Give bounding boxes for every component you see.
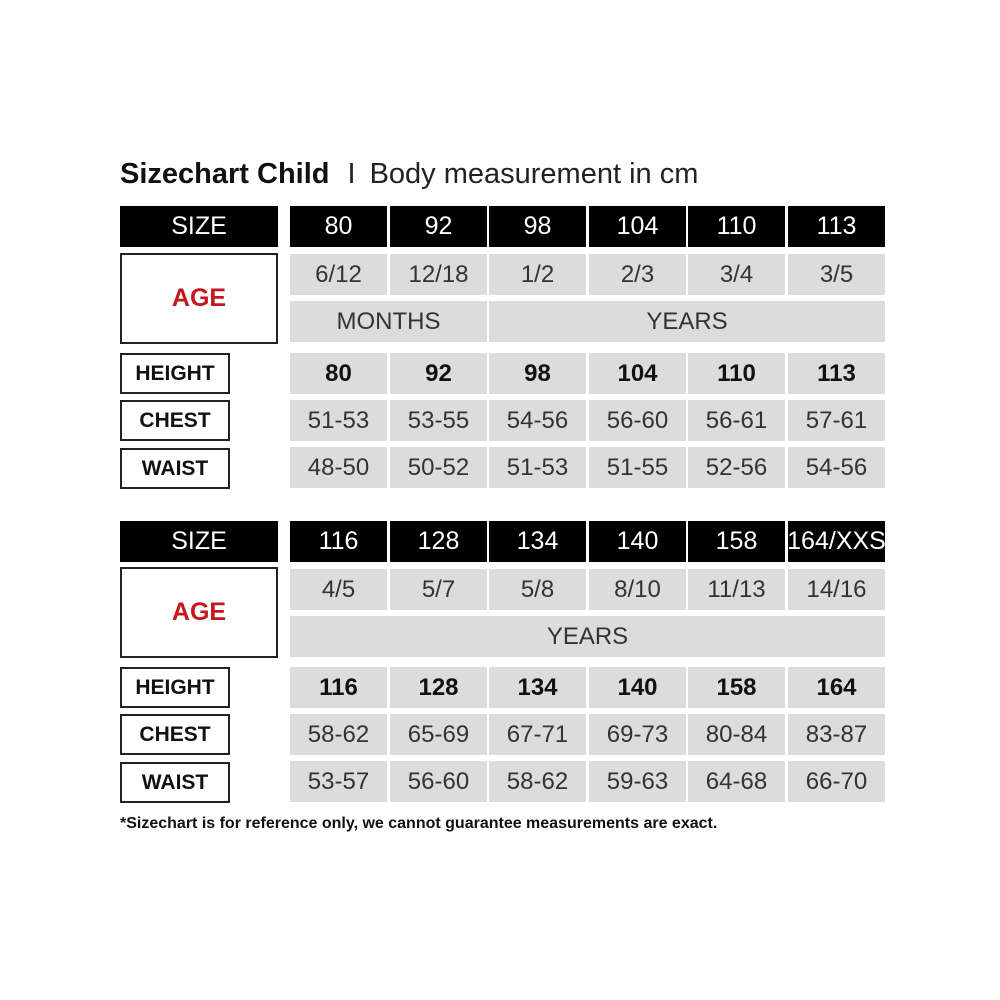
size-label: SIZE <box>120 206 278 247</box>
chest-cell: 83-87 <box>788 714 885 755</box>
waist-cell: 51-55 <box>589 447 686 488</box>
age-cell: 3/4 <box>688 254 785 295</box>
age-cell: 14/16 <box>788 569 885 610</box>
waist-label: WAIST <box>120 448 230 489</box>
age-cell: 3/5 <box>788 254 885 295</box>
size-cell: 92 <box>390 206 487 247</box>
waist-cell: 52-56 <box>688 447 785 488</box>
size-cell: 113 <box>788 206 885 247</box>
size-cell: 140 <box>589 521 686 562</box>
height-cell: 92 <box>390 353 487 394</box>
chest-label: CHEST <box>120 400 230 441</box>
age-cell: 12/18 <box>390 254 487 295</box>
height-cell: 113 <box>788 353 885 394</box>
title-subtitle: Body measurement in cm <box>369 158 699 190</box>
age-cell: 2/3 <box>589 254 686 295</box>
chest-cell: 51-53 <box>290 400 387 441</box>
page-title <box>120 156 698 196</box>
waist-cell: 51-53 <box>489 447 586 488</box>
waist-cell: 50-52 <box>390 447 487 488</box>
waist-cell: 66-70 <box>788 761 885 802</box>
size-cell: 98 <box>489 206 586 247</box>
height-label: HEIGHT <box>120 667 230 708</box>
size-cell: 128 <box>390 521 487 562</box>
height-cell: 134 <box>489 667 586 708</box>
waist-cell: 59-63 <box>589 761 686 802</box>
age-unit-years: YEARS <box>290 616 885 657</box>
size-cell: 80 <box>290 206 387 247</box>
chest-cell: 65-69 <box>390 714 487 755</box>
size-cell: 116 <box>290 521 387 562</box>
size-cell: 158 <box>688 521 785 562</box>
height-cell: 140 <box>589 667 686 708</box>
age-cell: 5/7 <box>390 569 487 610</box>
height-cell: 104 <box>589 353 686 394</box>
chest-cell: 56-60 <box>589 400 686 441</box>
age-cell: 1/2 <box>489 254 586 295</box>
waist-cell: 54-56 <box>788 447 885 488</box>
chest-cell: 53-55 <box>390 400 487 441</box>
age-label: AGE <box>120 253 278 344</box>
age-cell: 6/12 <box>290 254 387 295</box>
age-cell: 8/10 <box>589 569 686 610</box>
waist-label: WAIST <box>120 762 230 803</box>
size-cell: 164/XXS <box>788 521 885 562</box>
height-cell: 158 <box>688 667 785 708</box>
age-unit-years: YEARS <box>489 301 885 342</box>
chest-label: CHEST <box>120 714 230 755</box>
size-label: SIZE <box>120 521 278 562</box>
age-label: AGE <box>120 567 278 658</box>
waist-cell: 56-60 <box>390 761 487 802</box>
age-unit-months: MONTHS <box>290 301 487 342</box>
age-cell: 5/8 <box>489 569 586 610</box>
chest-cell: 57-61 <box>788 400 885 441</box>
size-cell: 134 <box>489 521 586 562</box>
age-cell: 11/13 <box>688 569 785 610</box>
size-cell: 110 <box>688 206 785 247</box>
waist-cell: 58-62 <box>489 761 586 802</box>
title-bold: Sizechart Child <box>120 158 330 190</box>
height-cell: 164 <box>788 667 885 708</box>
chest-cell: 69-73 <box>589 714 686 755</box>
height-cell: 128 <box>390 667 487 708</box>
height-cell: 80 <box>290 353 387 394</box>
waist-cell: 64-68 <box>688 761 785 802</box>
height-cell: 98 <box>489 353 586 394</box>
chest-cell: 80-84 <box>688 714 785 755</box>
height-cell: 116 <box>290 667 387 708</box>
waist-cell: 48-50 <box>290 447 387 488</box>
chest-cell: 58-62 <box>290 714 387 755</box>
height-label: HEIGHT <box>120 353 230 394</box>
footnote: *Sizechart is for reference only, we cannot guarantee measurements are exact. <box>120 815 718 832</box>
size-cell: 104 <box>589 206 686 247</box>
age-cell: 4/5 <box>290 569 387 610</box>
chest-cell: 67-71 <box>489 714 586 755</box>
title-separator: I <box>347 158 356 190</box>
waist-cell: 53-57 <box>290 761 387 802</box>
chest-cell: 54-56 <box>489 400 586 441</box>
height-cell: 110 <box>688 353 785 394</box>
chest-cell: 56-61 <box>688 400 785 441</box>
